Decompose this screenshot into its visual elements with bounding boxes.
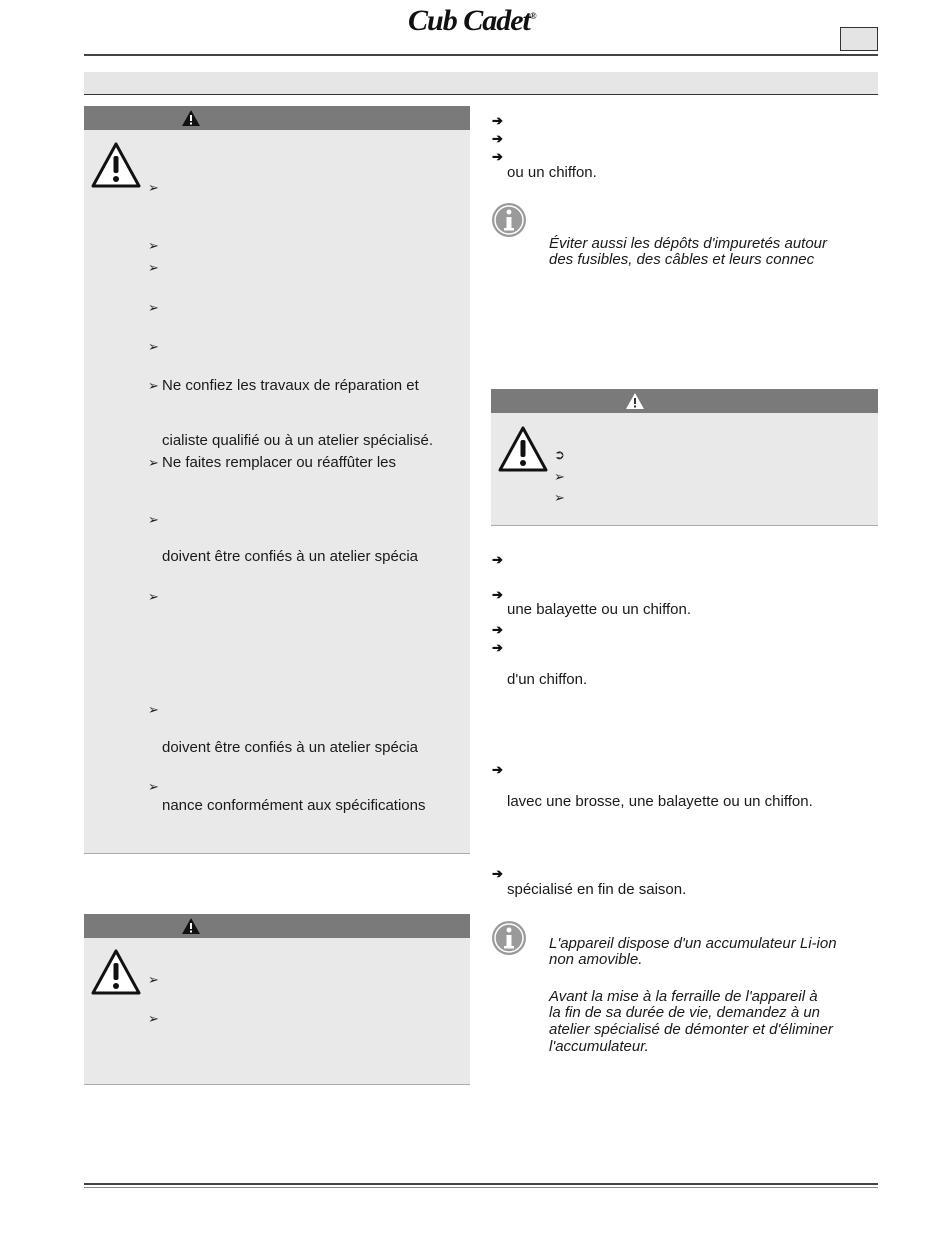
step-arrow-icon: ➔	[492, 866, 503, 881]
footer-rule	[84, 1183, 878, 1185]
warning-item-text: Ne faites remplacer ou réaffûter les	[162, 454, 397, 471]
step-arrow-icon: ➔	[492, 762, 503, 777]
page-number-box	[840, 27, 878, 51]
footer-rule-thin	[84, 1187, 878, 1188]
warning-box-1	[84, 106, 470, 854]
step-text: spécialisé en fin de saison.	[507, 881, 687, 898]
bullet-chevron-icon: ➢	[148, 1011, 159, 1026]
step-text: d'un chiffon.	[507, 671, 588, 688]
warning-box-2	[84, 914, 470, 1085]
step-text: lavec une brosse, une balayette ou un chiffon.	[507, 793, 813, 810]
bullet-chevron-icon: ➢	[148, 972, 159, 987]
warning-header-2	[84, 914, 470, 938]
warning-small-icon	[625, 392, 645, 410]
warning-header-3	[491, 389, 878, 413]
warning-item-text: doivent être confiés à un atelier spécia	[162, 739, 418, 756]
warning-header-1	[84, 106, 470, 130]
info-text: Éviter aussi les dépôts d'impuretés autour	[549, 235, 828, 252]
step-arrow-icon: ➔	[492, 640, 503, 655]
info-text: Avant la mise à la ferraille de l'appareil à	[549, 988, 818, 1005]
section-title-bar	[84, 72, 878, 95]
circle-arrow-icon: ➲	[554, 447, 565, 462]
info-icon	[491, 202, 527, 238]
step-arrow-icon: ➔	[492, 149, 503, 164]
step-arrow-icon: ➔	[492, 622, 503, 637]
info-text: L'appareil dispose d'un accumulateur Li-ion	[549, 935, 837, 952]
step-arrow-icon: ➔	[492, 113, 503, 128]
warning-small-icon	[181, 917, 201, 935]
step-arrow-icon: ➔	[492, 587, 503, 602]
warning-triangle-icon	[90, 948, 142, 996]
header-rule	[84, 54, 878, 56]
bullet-chevron-icon: ➢	[148, 339, 159, 354]
warning-box-3	[491, 389, 878, 526]
bullet-chevron-icon: ➢	[148, 238, 159, 253]
warning-triangle-icon	[497, 425, 549, 473]
step-text: une balayette ou un chiffon.	[507, 601, 692, 618]
info-text: atelier spécialisé de démonter et d'éliminer	[549, 1021, 833, 1038]
info-text: non amovible.	[549, 951, 643, 968]
bullet-chevron-icon: ➢	[554, 490, 565, 505]
warning-triangle-icon	[90, 141, 142, 189]
bullet-chevron-icon: ➢	[148, 378, 159, 393]
bullet-chevron-icon: ➢	[148, 180, 159, 195]
info-text: des fusibles, des câbles et leurs connec	[549, 251, 815, 268]
info-icon	[491, 920, 527, 956]
bullet-chevron-icon: ➢	[148, 455, 159, 470]
bullet-chevron-icon: ➢	[554, 469, 565, 484]
bullet-chevron-icon: ➢	[148, 702, 159, 717]
warning-item-text: doivent être confiés à un atelier spécia	[162, 548, 418, 565]
info-text: la fin de sa durée de vie, demandez à un	[549, 1004, 821, 1021]
bullet-chevron-icon: ➢	[148, 512, 159, 527]
step-arrow-icon: ➔	[492, 131, 503, 146]
bullet-chevron-icon: ➢	[148, 779, 159, 794]
warning-item-text: cialiste qualifié ou à un atelier spécialisé.	[162, 432, 433, 449]
step-arrow-icon: ➔	[492, 552, 503, 567]
warning-item-text: nance conformément aux spécifications	[162, 797, 426, 814]
warning-small-icon	[181, 109, 201, 127]
info-text: l'accumulateur.	[549, 1038, 649, 1055]
brand-logo: Cub Cadet®	[408, 4, 536, 37]
step-text: ou un chiffon.	[507, 164, 597, 181]
bullet-chevron-icon: ➢	[148, 300, 159, 315]
bullet-chevron-icon: ➢	[148, 260, 159, 275]
bullet-chevron-icon: ➢	[148, 589, 159, 604]
warning-item-text: Ne confiez les travaux de réparation et	[162, 377, 419, 394]
